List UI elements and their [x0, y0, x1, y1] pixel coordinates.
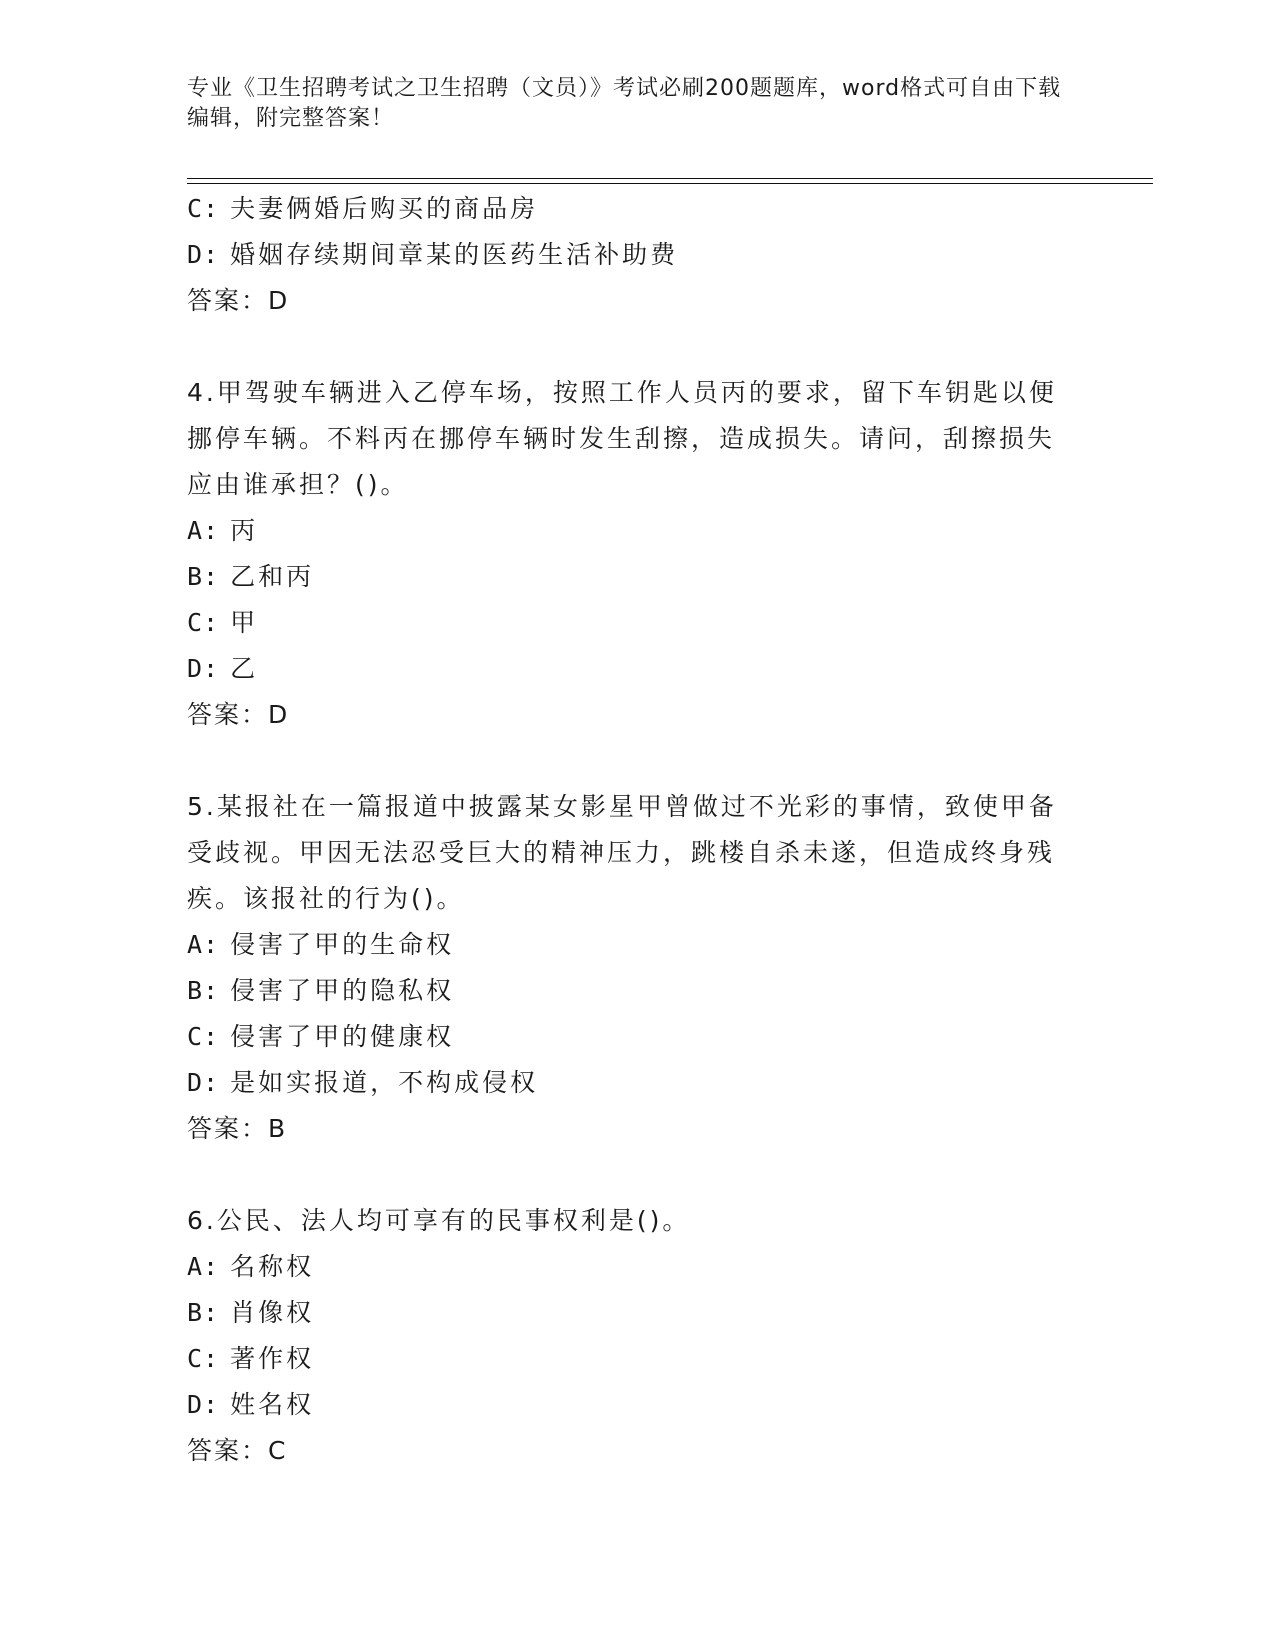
option-d: D: 乙	[187, 654, 259, 683]
question-5	[187, 784, 1067, 1152]
option-c: C: 夫妻俩婚后购买的商品房	[187, 194, 539, 223]
option-c: C: 甲	[187, 608, 259, 637]
answer-line: 答案：C	[187, 1436, 288, 1465]
question-6	[187, 1198, 1067, 1474]
option-d: D: 姓名权	[187, 1390, 315, 1419]
option-b: B: 侵害了甲的隐私权	[187, 976, 455, 1005]
document-header: 专业《卫生招聘考试之卫生招聘（文员）》考试必刷200题题库，word格式可自由下载编辑，附完整答案！	[187, 76, 1062, 131]
option-c: C: 侵害了甲的健康权	[187, 1022, 455, 1051]
option-b: B: 肖像权	[187, 1298, 315, 1327]
option-a: A: 名称权	[187, 1252, 315, 1281]
option-a: A: 丙	[187, 516, 259, 545]
option-a: A: 侵害了甲的生命权	[187, 930, 455, 959]
option-d: D: 婚姻存续期间章某的医药生活补助费	[187, 240, 679, 269]
option-d: D: 是如实报道，不构成侵权	[187, 1068, 539, 1097]
question-stem: 4.甲驾驶车辆进入乙停车场，按照工作人员丙的要求，留下车钥匙以便挪停车辆。不料丙在挪停车辆时发生刮擦，造成损失。请问，刮擦损失应由谁承担？()。	[187, 378, 1057, 499]
answer-line: 答案：B	[187, 1114, 288, 1143]
question-stem: 5.某报社在一篇报道中披露某女影星甲曾做过不光彩的事情，致使甲备受歧视。甲因无法忍受巨大的精神压力，跳楼自杀未遂，但造成终身残疾。该报社的行为()。	[187, 792, 1057, 913]
answer-line: 答案：D	[187, 286, 290, 315]
option-b: B: 乙和丙	[187, 562, 315, 591]
question-3-tail	[187, 186, 1067, 324]
question-stem: 6.公民、法人均可享有的民事权利是()。	[187, 1206, 691, 1235]
answer-line: 答案：D	[187, 700, 290, 729]
header-rule-top	[187, 178, 1153, 179]
question-4	[187, 370, 1067, 738]
option-c: C: 著作权	[187, 1344, 315, 1373]
header-rule-bottom	[187, 183, 1153, 184]
question-list	[187, 186, 1067, 1474]
